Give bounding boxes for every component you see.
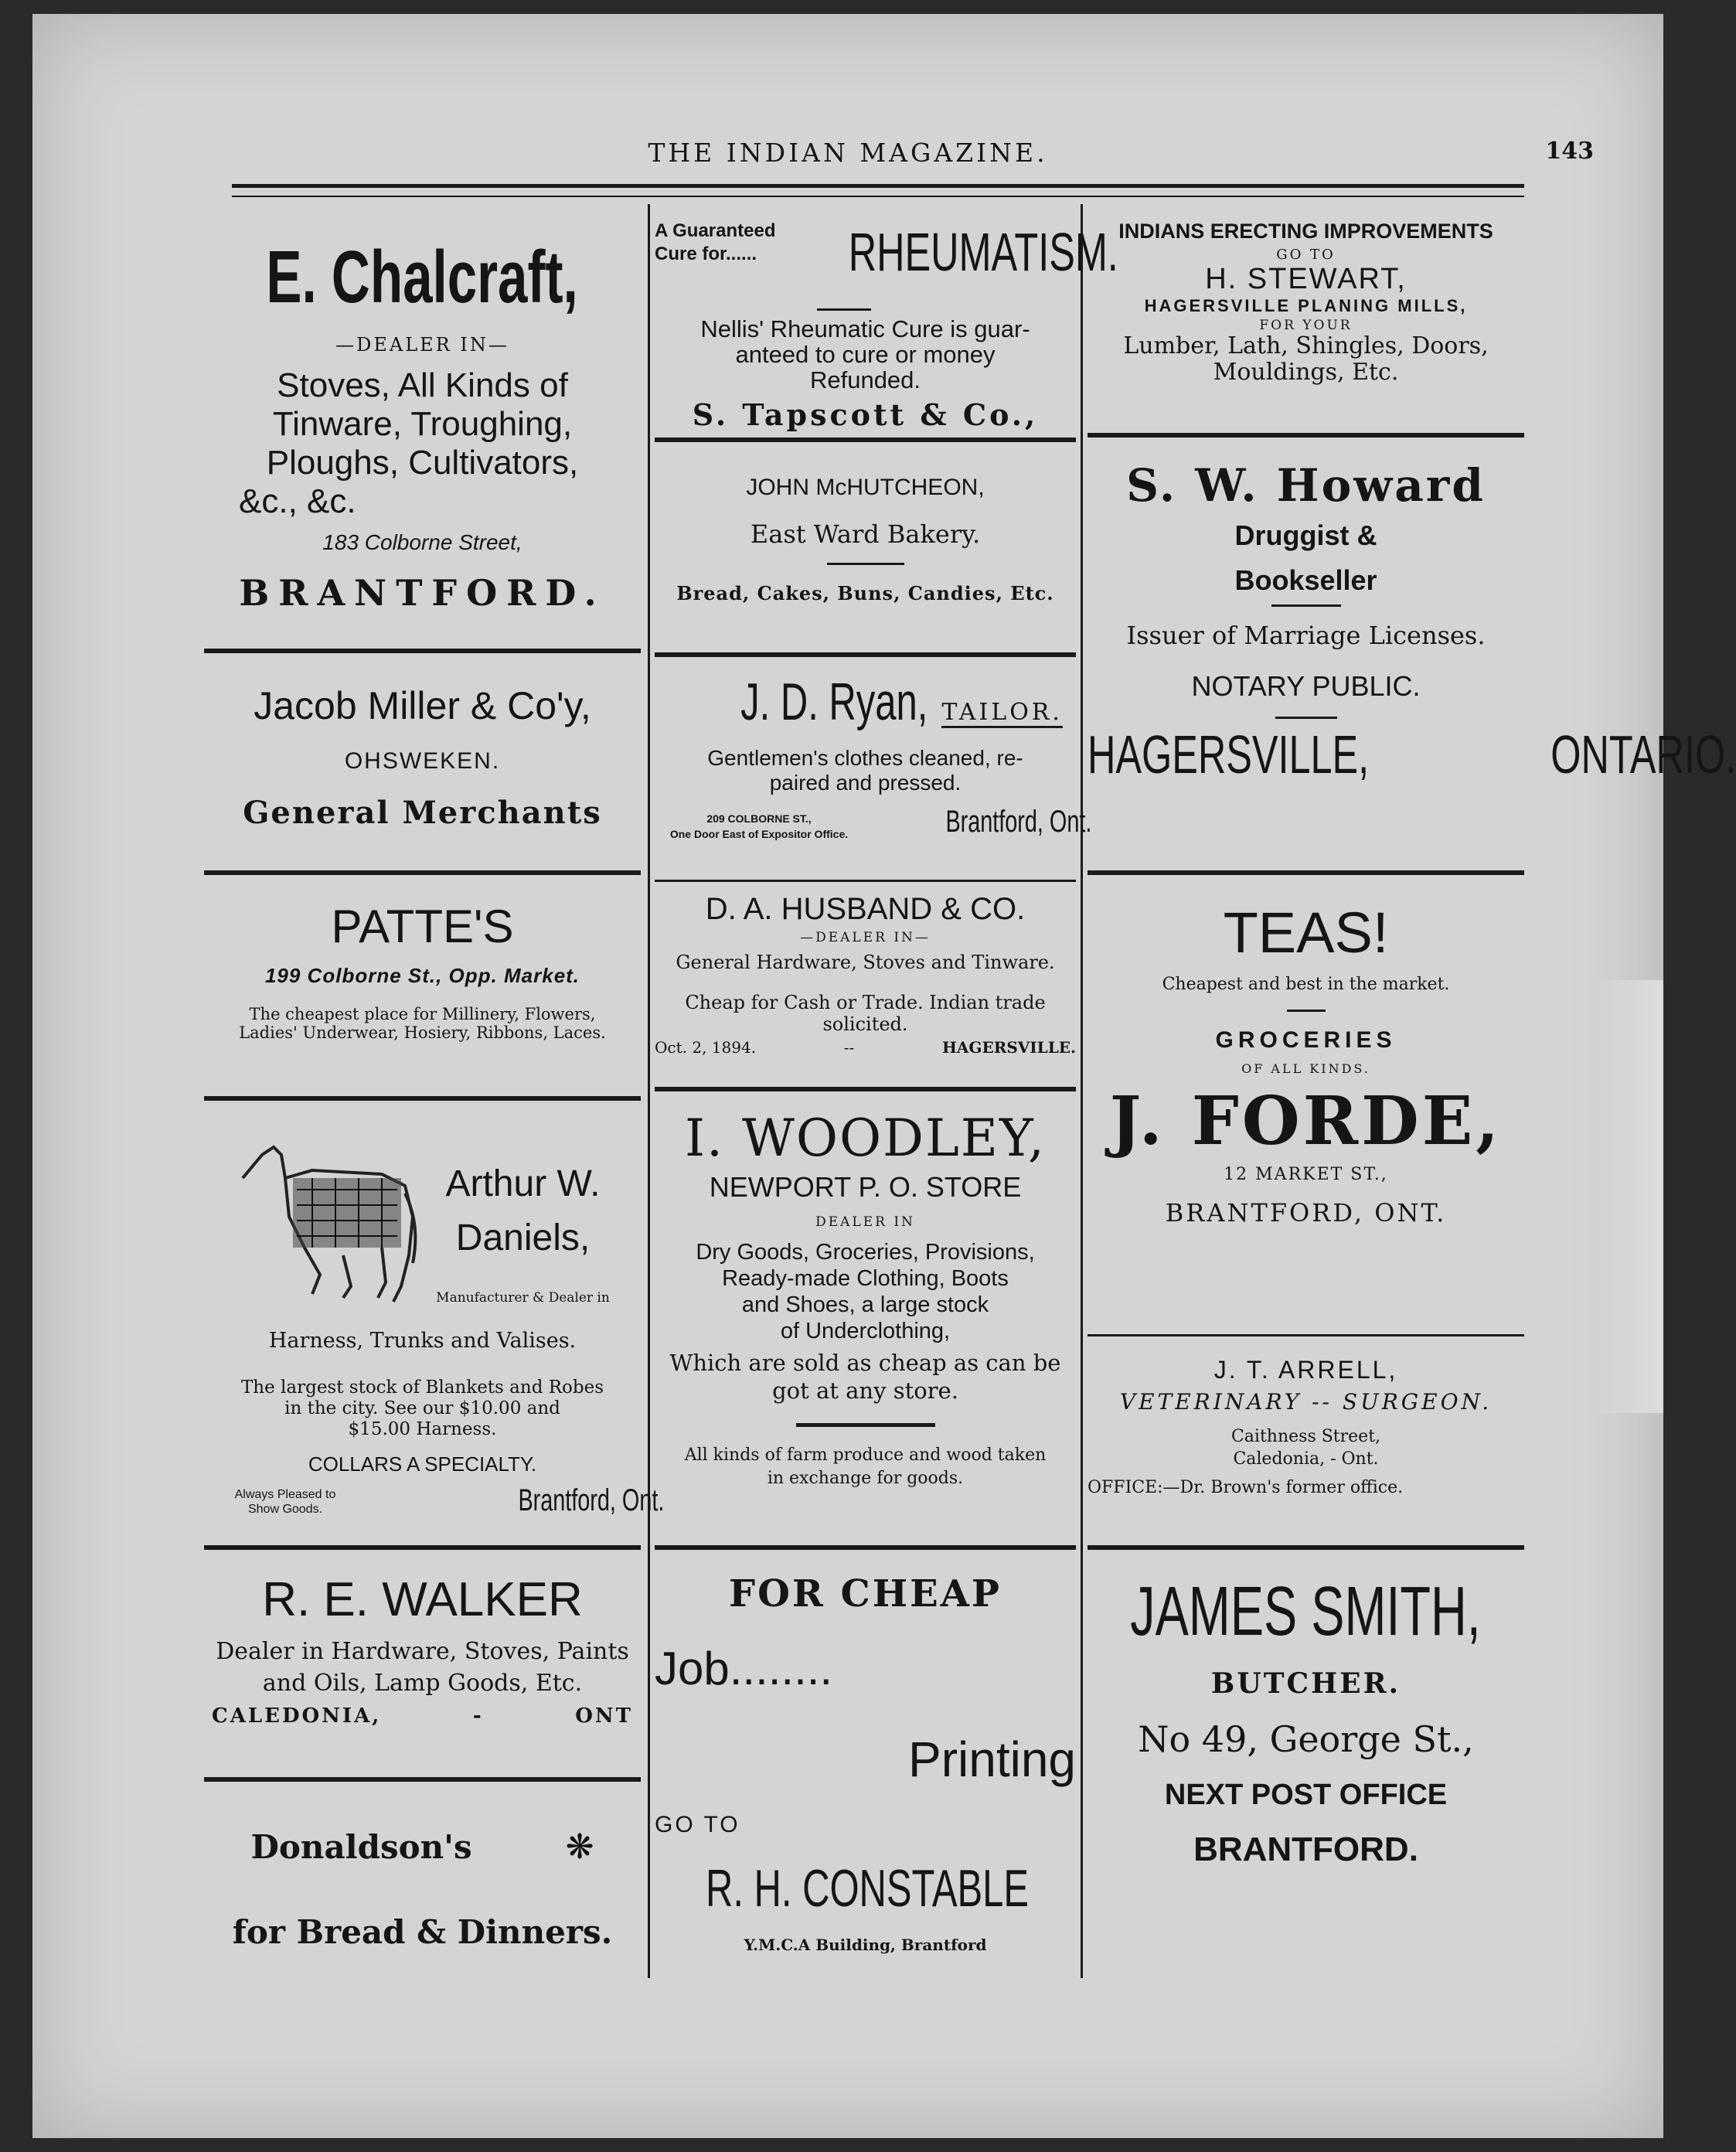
divider — [204, 870, 641, 875]
divider — [655, 1087, 1076, 1091]
ryan-city: Brantford, Ont. — [945, 805, 1091, 839]
husband-cash: Cheap for Cash or Trade. Indian trade — [685, 992, 1046, 1013]
husband-dash: -- — [843, 1038, 855, 1057]
tapscott-word: RHEUMATISM. — [848, 222, 1118, 282]
divider — [655, 1545, 1076, 1550]
ad-woodley — [655, 1108, 1076, 1490]
stewart-goto: GO TO — [1276, 247, 1336, 263]
desc-line: Refunded. — [809, 366, 921, 393]
howard-city: HAGERSVILLE, — [1088, 724, 1370, 785]
howard-trade-1: Druggist & — [1234, 519, 1377, 551]
woodley-sold — [655, 1349, 1076, 1405]
addr-line: One Door East of Expositor Office. — [669, 828, 849, 840]
ryan-name: J. D. Ryan, — [740, 672, 928, 731]
daniels-name-1: Arthur W. — [445, 1163, 601, 1204]
goods-line: Ploughs, Cultivators, — [266, 444, 579, 482]
short-rule — [1287, 1010, 1326, 1012]
farm-line: All kinds of farm produce and wood taken — [684, 1445, 1047, 1465]
walker-city: CALEDONIA, — [212, 1704, 382, 1728]
ad-forde — [1088, 900, 1524, 1228]
column-divider-1 — [648, 204, 650, 1978]
miller-place: OHSWEKEN. — [344, 748, 501, 774]
woodley-dealer: DEALER IN — [815, 1214, 915, 1230]
patte-address: 199 Colborne St., Opp. Market. — [264, 964, 580, 987]
sold-line: Which are sold as cheap as can be — [669, 1350, 1061, 1376]
goods-line: of Underclothing, — [780, 1319, 951, 1343]
forde-name: J. FORDE, — [1109, 1082, 1503, 1160]
miller-trade: General Merchants — [243, 795, 602, 831]
constable-name: R. H. CONSTABLE — [705, 1859, 1030, 1918]
stewart-name: H. STEWART, — [1205, 263, 1407, 295]
divider — [204, 649, 641, 653]
stewart-for: FOR YOUR — [1259, 318, 1353, 333]
constable-line-3: Printing — [908, 1731, 1076, 1787]
addr-line: 209 COLBORNE ST., — [706, 812, 812, 825]
husband-name: D. A. HUSBAND & CO. — [705, 892, 1026, 926]
ryan-address — [655, 811, 863, 842]
sold-line: got at any store. — [772, 1377, 958, 1404]
howard-location — [1088, 724, 1736, 785]
stewart-mills: HAGERSVILLE PLANING MILLS, — [1144, 296, 1468, 315]
ad-husband — [655, 892, 1076, 1078]
short-rule — [827, 563, 904, 565]
goods-line: Lumber, Lath, Shingles, Doors, — [1123, 332, 1489, 359]
howard-issuer: Issuer of Marriage Licenses. — [1126, 621, 1486, 650]
walker-dash: - — [472, 1704, 484, 1728]
smith-next: NEXT POST OFFICE — [1164, 1779, 1448, 1811]
desc-line: The largest stock of Blankets and Robes — [240, 1377, 604, 1398]
chalcraft-city: BRANTFORD. — [239, 572, 606, 614]
constable-goto: GO TO — [655, 1812, 740, 1837]
page-number: 143 — [1545, 138, 1594, 165]
divider — [655, 438, 1076, 442]
pleased-line: Show Goods. — [247, 1503, 323, 1516]
howard-trade-2: Bookseller — [1234, 564, 1377, 596]
woodley-farm — [655, 1444, 1076, 1490]
goods-line: Tinware, Troughing, — [272, 405, 573, 443]
walker-location — [204, 1704, 641, 1728]
walker-prov: ONT — [575, 1704, 633, 1728]
forde-city: BRANTFORD, ONT. — [1165, 1198, 1447, 1228]
ad-stewart — [1088, 220, 1524, 386]
column-divider-2 — [1081, 204, 1083, 1978]
desc-line: $15.00 Harness. — [348, 1419, 497, 1439]
arrell-street: Caithness Street, — [1231, 1427, 1381, 1446]
goods-line: and Shoes, a large stock — [741, 1292, 989, 1317]
ad-arrell — [1088, 1356, 1524, 1497]
divider — [1088, 870, 1524, 875]
arrell-office: OFFICE:—Dr. Brown's former office. — [1088, 1478, 1404, 1497]
divider — [655, 652, 1076, 657]
ad-ryan — [655, 672, 1091, 873]
short-rule — [796, 1423, 935, 1427]
magazine-page — [32, 14, 1736, 2138]
header-rule-thin — [232, 196, 1524, 197]
running-header: THE INDIAN MAGAZINE. — [648, 138, 1048, 168]
goods-line: Dry Goods, Groceries, Provisions, — [696, 1240, 1035, 1265]
pleased-line: Always Pleased to — [234, 1488, 336, 1501]
forde-teas: TEAS! — [1223, 901, 1389, 965]
constable-line-2: Job........ — [655, 1643, 833, 1694]
horse-icon — [227, 1132, 428, 1309]
header-rule — [232, 184, 1524, 188]
husband-footer — [655, 1038, 1076, 1057]
ad-mchutcheon — [655, 475, 1076, 604]
desc-line: Nellis' Rheumatic Cure is guar- — [700, 315, 1030, 342]
walker-desc-2: and Oils, Lamp Goods, Etc. — [262, 1670, 583, 1697]
arrell-title: VETERINARY -- SURGEON. — [1119, 1389, 1493, 1415]
donaldson-name: Donaldson's — [250, 1828, 472, 1866]
ad-donaldson — [204, 1827, 641, 1951]
divider — [655, 880, 1076, 882]
husband-dealer: —DEALER IN— — [800, 930, 931, 945]
goods-line: &c., &c. — [239, 482, 356, 520]
stewart-goods — [1088, 333, 1524, 386]
desc-line: anteed to cure or money — [735, 341, 996, 368]
mchutcheon-name: JOHN McHUTCHEON, — [746, 475, 985, 500]
daniels-city: Brantford, Ont. — [518, 1483, 664, 1517]
smith-name: JAMES SMITH, — [1130, 1573, 1481, 1650]
ad-tapscott — [655, 220, 1118, 432]
ad-constable — [655, 1572, 1076, 1966]
walker-name: R. E. WALKER — [262, 1573, 583, 1626]
husband-solicited: solicited. — [822, 1013, 908, 1035]
constable-line-1: FOR CHEAP — [729, 1572, 1002, 1616]
daniels-maker: Manufacturer & Dealer in — [436, 1290, 610, 1306]
ad-howard — [1088, 459, 1736, 785]
mchutcheon-goods: Bread, Cakes, Buns, Candies, Etc. — [676, 582, 1054, 604]
ryan-desc-1: Gentlemen's clothes cleaned, re- — [707, 746, 1023, 770]
chalcraft-dealer: —DEALER IN— — [335, 334, 509, 356]
chalcraft-address: 183 Colborne Street, — [322, 530, 523, 554]
daniels-desc — [204, 1377, 641, 1440]
ad-smith — [1088, 1572, 1524, 1869]
ornament-icon: ❋ — [565, 1827, 594, 1867]
daniels-name-2: Daniels, — [455, 1217, 591, 1258]
lead-line: Cure for...... — [655, 243, 757, 264]
husband-date: Oct. 2, 1894. — [655, 1038, 757, 1057]
smith-address: No 49, George St., — [1138, 1718, 1474, 1760]
woodley-store: NEWPORT P. O. STORE — [709, 1171, 1022, 1203]
divider — [1088, 1545, 1524, 1550]
howard-name: S. W. Howard — [1126, 459, 1486, 512]
chalcraft-goods — [204, 366, 641, 521]
forde-kinds: OF ALL KINDS. — [1241, 1061, 1370, 1076]
ryan-trade: TAILOR. — [941, 699, 1063, 728]
ad-chalcraft — [204, 235, 641, 614]
chalcraft-name: E. Chalcraft, — [266, 236, 579, 318]
woodley-goods — [655, 1239, 1076, 1344]
divider — [1088, 1334, 1524, 1336]
forde-cheap: Cheapest and best in the market. — [1162, 975, 1450, 994]
desc-line: in the city. See our $10.00 and — [284, 1398, 560, 1418]
forde-address: 12 MARKET ST., — [1224, 1165, 1388, 1184]
stewart-line-1: INDIANS ERECTING IMPROVEMENTS — [1118, 220, 1493, 243]
howard-notary: NOTARY PUBLIC. — [1191, 670, 1421, 702]
tapscott-firm: S. Tapscott & Co., — [692, 397, 1039, 432]
husband-town: HAGERSVILLE. — [941, 1038, 1076, 1057]
forde-groceries: GROCERIES — [1215, 1027, 1397, 1053]
smith-city: BRANTFORD. — [1193, 1830, 1418, 1868]
ad-miller — [204, 683, 641, 831]
farm-line: in exchange for goods. — [767, 1469, 964, 1488]
ad-daniels — [204, 1132, 664, 1518]
constable-address: Y.M.C.A Building, Brantford — [744, 1936, 987, 1954]
divider — [1088, 433, 1524, 438]
divider — [204, 1545, 641, 1550]
goods-line: Mouldings, Etc. — [1213, 359, 1399, 386]
howard-prov: ONTARIO. — [1550, 724, 1736, 785]
walker-desc-1: Dealer in Hardware, Stoves, Paints — [216, 1638, 629, 1665]
miller-name: Jacob Miller & Co'y, — [254, 684, 591, 727]
arrell-name: J. T. ARRELL, — [1213, 1356, 1398, 1384]
mchutcheon-bakery: East Ward Bakery. — [750, 519, 981, 549]
divider — [204, 1777, 641, 1782]
tapscott-desc — [655, 316, 1076, 393]
smith-trade: BUTCHER. — [1210, 1667, 1401, 1700]
daniels-pleased — [204, 1487, 366, 1517]
arrell-city: Caledonia, - Ont. — [1233, 1449, 1379, 1469]
divider — [204, 1096, 641, 1101]
goods-line: Stoves, All Kinds of — [277, 366, 568, 404]
short-rule — [1271, 604, 1341, 607]
short-rule — [1275, 717, 1337, 719]
woodley-name: I. WOODLEY, — [684, 1108, 1047, 1168]
goods-line: Ready-made Clothing, Boots — [722, 1266, 1009, 1291]
patte-desc-2: Ladies' Underwear, Hosiery, Ribbons, Laces. — [239, 1023, 606, 1042]
ad-walker — [204, 1572, 641, 1728]
lead-line: A Guaranteed — [655, 220, 776, 241]
tapscott-lead — [655, 220, 775, 266]
short-rule — [817, 308, 871, 311]
donaldson-desc: for Bread & Dinners. — [232, 1913, 613, 1951]
husband-goods: General Hardware, Stoves and Tinware. — [676, 952, 1055, 973]
daniels-goods: Harness, Trunks and Valises. — [268, 1329, 577, 1353]
patte-name: PATTE'S — [331, 901, 514, 952]
patte-desc-1: The cheapest place for Millinery, Flowers, — [249, 1005, 596, 1023]
daniels-specialty: COLLARS A SPECIALTY. — [308, 1452, 537, 1476]
ad-patte — [204, 900, 641, 1042]
ryan-desc-2: paired and pressed. — [769, 771, 962, 795]
